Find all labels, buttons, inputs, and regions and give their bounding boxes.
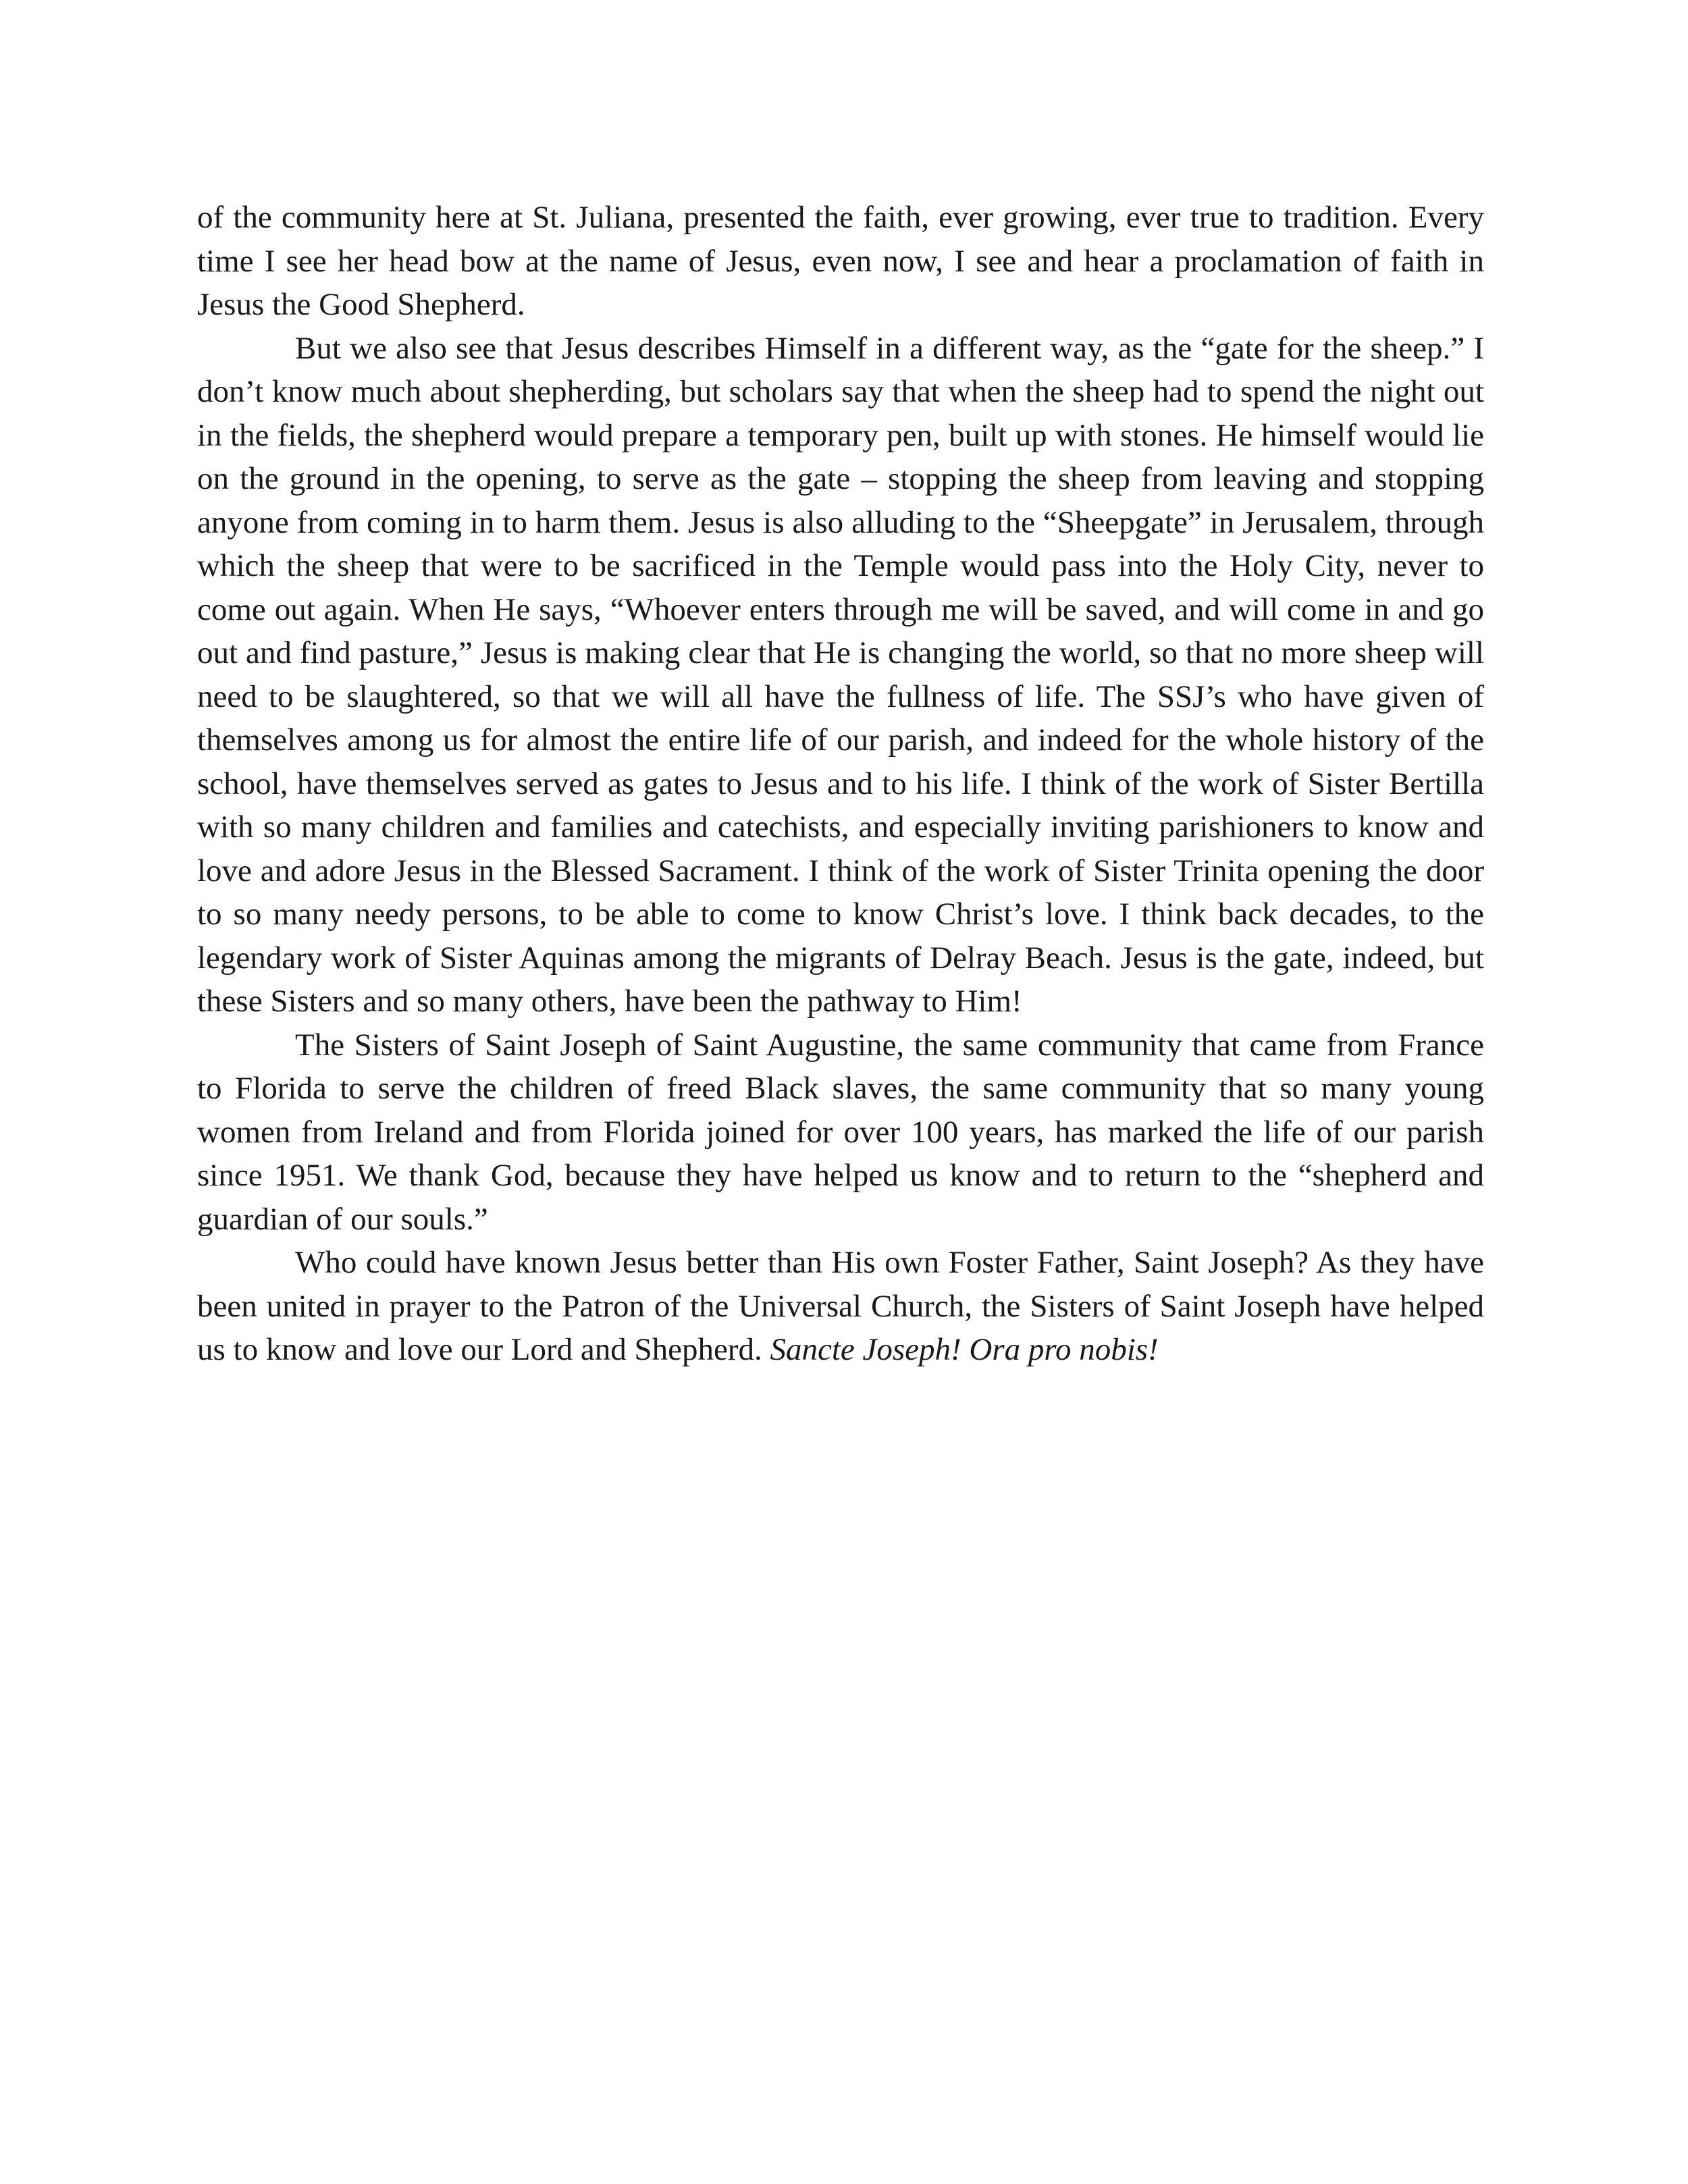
paragraph-4 <box>197 1241 1484 1372</box>
paragraph-3: The Sisters of Saint Joseph of Saint Augustine, the same community that came from France to Florida to serve the children of freed Black slaves, the same community that so many young women from Ireland and from Florida joined for over 100 years, has marked the life of our parish since 1951. We thank God, because they have helped us know and to return to the “shepherd and guardian of our souls.” <box>197 1027 1484 1237</box>
paragraph-4-text: Who could have known Jesus better than His own Foster Father, Saint Joseph? As they have been united in prayer to the Patron of the Universal Church, the Sisters of Saint Joseph have helped us to know and love our Lord and Shepherd. <box>197 1245 1484 1367</box>
document-body <box>197 196 1484 1372</box>
paragraph-1: of the community here at St. Juliana, presented the faith, ever growing, ever true to tradition. Every time I see her head bow at the name of Jesus, even now, I see and hear a proclamation of faith in Jesus the Good Shepherd. <box>197 200 1484 322</box>
paragraph-2: But we also see that Jesus describes Himself in a different way, as the “gate for the sheep.” I don’t know much about shepherding, but scholars say that when the sheep had to spend the night out in the fields, the shepherd would prepare a temporary pen, built up with stones. He himself would lie on the ground in the opening, to serve as the gate – stopping the sheep from leaving and stopping anyone from coming in to harm them. Jesus is also alluding to the “Sheepgate” in Jerusalem, through which the sheep that were to be sacrificed in the Temple would pass into the Holy City, never to come out again. When He says, “Whoever enters through me will be saved, and will come in and go out and find pasture,” Jesus is making clear that He is changing the world, so that no more sheep will need to be slaughtered, so that we will all have the fullness of life. The SSJ’s who have given of themselves among us for almost the entire life of our parish, and indeed for the whole history of the school, have themselves served as gates to Jesus and to his life. I think of the work of Sister Bertilla with so many children and families and catechists, and especially inviting parishioners to know and love and adore Jesus in the Blessed Sacrament. I think of the work of Sister Trinita opening the door to so many needy persons, to be able to come to know Christ’s love. I think back decades, to the legendary work of Sister Aquinas among the migrants of Delray Beach. Jesus is the gate, indeed, but these Sisters and so many others, have been the pathway to Him! <box>197 330 1484 1019</box>
latin-invocation: Sancte Joseph! Ora pro nobis! <box>770 1332 1159 1367</box>
